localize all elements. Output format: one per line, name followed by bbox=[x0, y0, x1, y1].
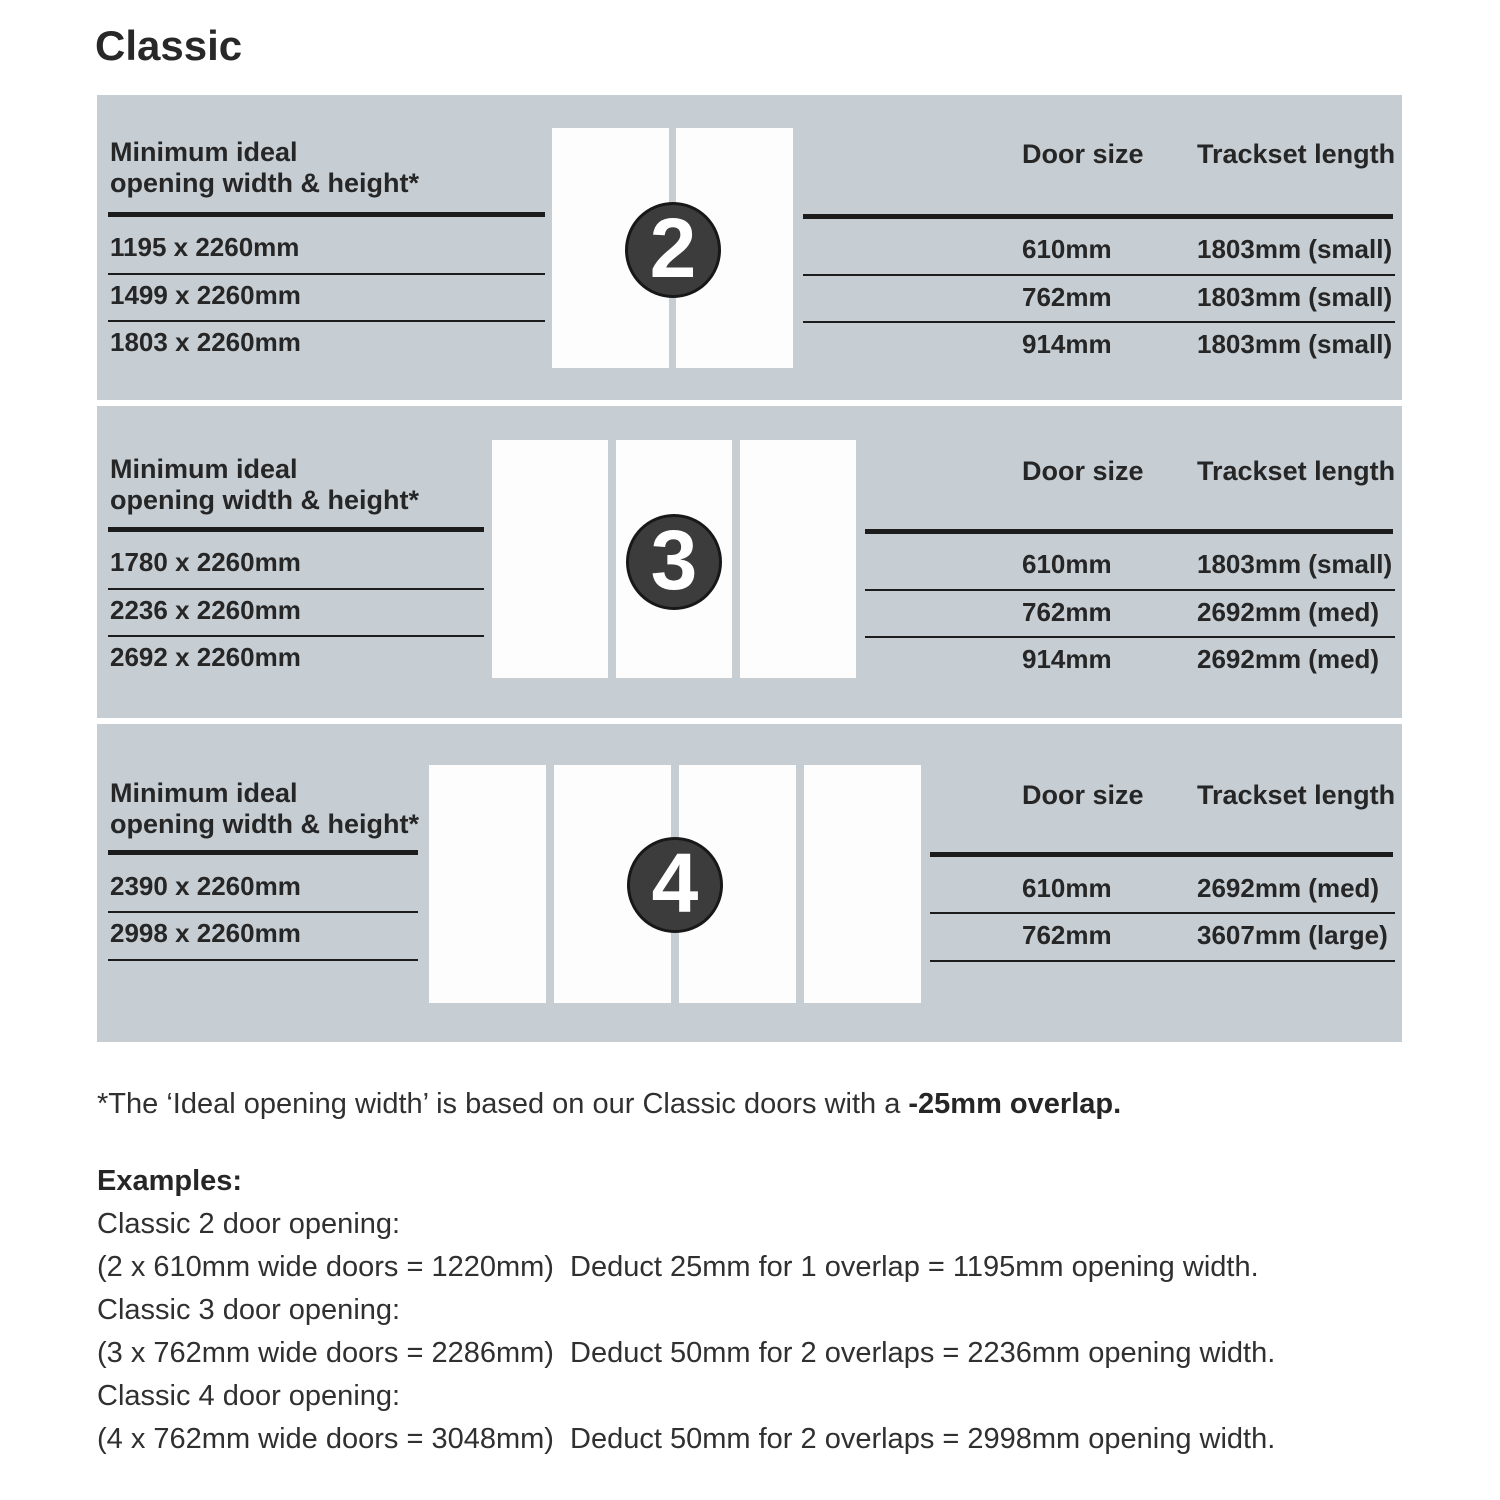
trackset-length-value: 2692mm (med) bbox=[1197, 873, 1380, 903]
left-header-line1: Minimum ideal bbox=[110, 137, 298, 167]
door-panel-illustration bbox=[740, 440, 856, 678]
section-4-door bbox=[97, 724, 1402, 1042]
header-rule-right bbox=[865, 529, 1393, 534]
example-line: (3 x 762mm wide doors = 2286mm) Deduct 50mm for 2 overlaps = 2236mm opening width. bbox=[97, 1337, 1276, 1369]
door-size-column-header: Door size bbox=[1022, 456, 1144, 486]
opening-size-value: 2390 x 2260mm bbox=[110, 871, 301, 901]
section-2-door bbox=[97, 95, 1402, 400]
example-line: Classic 2 door opening: bbox=[97, 1208, 401, 1240]
row-rule-right bbox=[865, 636, 1395, 638]
example-line: Classic 3 door opening: bbox=[97, 1294, 401, 1326]
door-count-badge bbox=[627, 837, 723, 933]
row-rule-right bbox=[803, 321, 1395, 323]
row-rule-right bbox=[930, 912, 1395, 914]
row-rule-left bbox=[108, 588, 484, 590]
header-rule-left bbox=[108, 527, 484, 532]
row-rule-right bbox=[803, 274, 1395, 276]
row-rule-left bbox=[108, 273, 545, 275]
door-panel-illustration bbox=[429, 765, 546, 1003]
opening-size-value: 1803 x 2260mm bbox=[110, 327, 301, 357]
row-rule-right bbox=[930, 960, 1395, 962]
example-line: (2 x 610mm wide doors = 1220mm) Deduct 25mm for 1 overlap = 1195mm opening width. bbox=[97, 1251, 1259, 1283]
door-count-number: 4 bbox=[651, 836, 699, 930]
row-rule-left bbox=[108, 635, 484, 637]
header-rule-left bbox=[108, 212, 545, 217]
trackset-length-value: 1803mm (small) bbox=[1197, 329, 1393, 359]
trackset-length-value: 1803mm (small) bbox=[1197, 282, 1393, 312]
header-rule-right bbox=[930, 852, 1393, 857]
left-header-line2: opening width & height* bbox=[110, 809, 419, 839]
left-header-line2: opening width & height* bbox=[110, 485, 419, 515]
left-column-header bbox=[110, 137, 419, 199]
section-3-door bbox=[97, 406, 1402, 718]
door-size-column-header: Door size bbox=[1022, 780, 1144, 810]
door-count-badge bbox=[625, 202, 721, 298]
examples-block bbox=[97, 1160, 1275, 1461]
header-rule-left bbox=[108, 850, 418, 855]
examples-heading: Examples: bbox=[97, 1165, 243, 1197]
example-line: (4 x 762mm wide doors = 3048mm) Deduct 50mm for 2 overlaps = 2998mm opening width. bbox=[97, 1423, 1276, 1455]
opening-size-value: 2692 x 2260mm bbox=[110, 642, 301, 672]
door-size-value: 914mm bbox=[1022, 329, 1112, 359]
left-column-header bbox=[110, 778, 419, 840]
row-rule-left bbox=[108, 911, 418, 913]
header-rule-right bbox=[803, 214, 1393, 219]
door-panel-illustration bbox=[492, 440, 608, 678]
opening-size-value: 1195 x 2260mm bbox=[110, 232, 300, 262]
opening-size-value: 1780 x 2260mm bbox=[110, 547, 301, 577]
left-column-header bbox=[110, 454, 419, 516]
row-rule-right bbox=[865, 589, 1395, 591]
footnote-text: *The ‘Ideal opening width’ is based on our Classic doors with a bbox=[97, 1088, 909, 1120]
trackset-length-value: 2692mm (med) bbox=[1197, 597, 1380, 627]
trackset-length-value: 1803mm (small) bbox=[1197, 234, 1393, 264]
trackset-length-column-header: Trackset length bbox=[1197, 456, 1396, 486]
left-header-line2: opening width & height* bbox=[110, 168, 419, 198]
footnote-bold-text: -25mm overlap. bbox=[908, 1088, 1122, 1120]
opening-size-value: 2236 x 2260mm bbox=[110, 595, 301, 625]
example-line: Classic 4 door opening: bbox=[97, 1380, 401, 1412]
trackset-length-value: 3607mm (large) bbox=[1197, 920, 1388, 950]
left-header-line1: Minimum ideal bbox=[110, 454, 298, 484]
door-size-value: 610mm bbox=[1022, 873, 1112, 903]
door-size-value: 762mm bbox=[1022, 597, 1112, 627]
door-size-value: 762mm bbox=[1022, 282, 1112, 312]
opening-size-value: 2998 x 2260mm bbox=[110, 918, 301, 948]
door-count-number: 3 bbox=[650, 513, 698, 607]
door-size-value: 914mm bbox=[1022, 644, 1112, 674]
overlap-footnote bbox=[97, 1088, 1121, 1121]
opening-size-value: 1499 x 2260mm bbox=[110, 280, 301, 310]
row-rule-left bbox=[108, 959, 418, 961]
trackset-length-column-header: Trackset length bbox=[1197, 780, 1396, 810]
door-count-badge bbox=[626, 514, 722, 610]
door-size-value: 610mm bbox=[1022, 549, 1112, 579]
door-size-value: 762mm bbox=[1022, 920, 1112, 950]
page-title: Classic bbox=[95, 22, 243, 69]
row-rule-left bbox=[108, 320, 545, 322]
spec-table-panel bbox=[97, 95, 1402, 1042]
trackset-length-value: 1803mm (small) bbox=[1197, 549, 1393, 579]
left-header-line1: Minimum ideal bbox=[110, 778, 298, 808]
door-size-column-header: Door size bbox=[1022, 139, 1144, 169]
trackset-length-value: 2692mm (med) bbox=[1197, 644, 1380, 674]
door-size-value: 610mm bbox=[1022, 234, 1112, 264]
door-count-number: 2 bbox=[649, 201, 697, 295]
trackset-length-column-header: Trackset length bbox=[1197, 139, 1396, 169]
door-panel-illustration bbox=[804, 765, 921, 1003]
